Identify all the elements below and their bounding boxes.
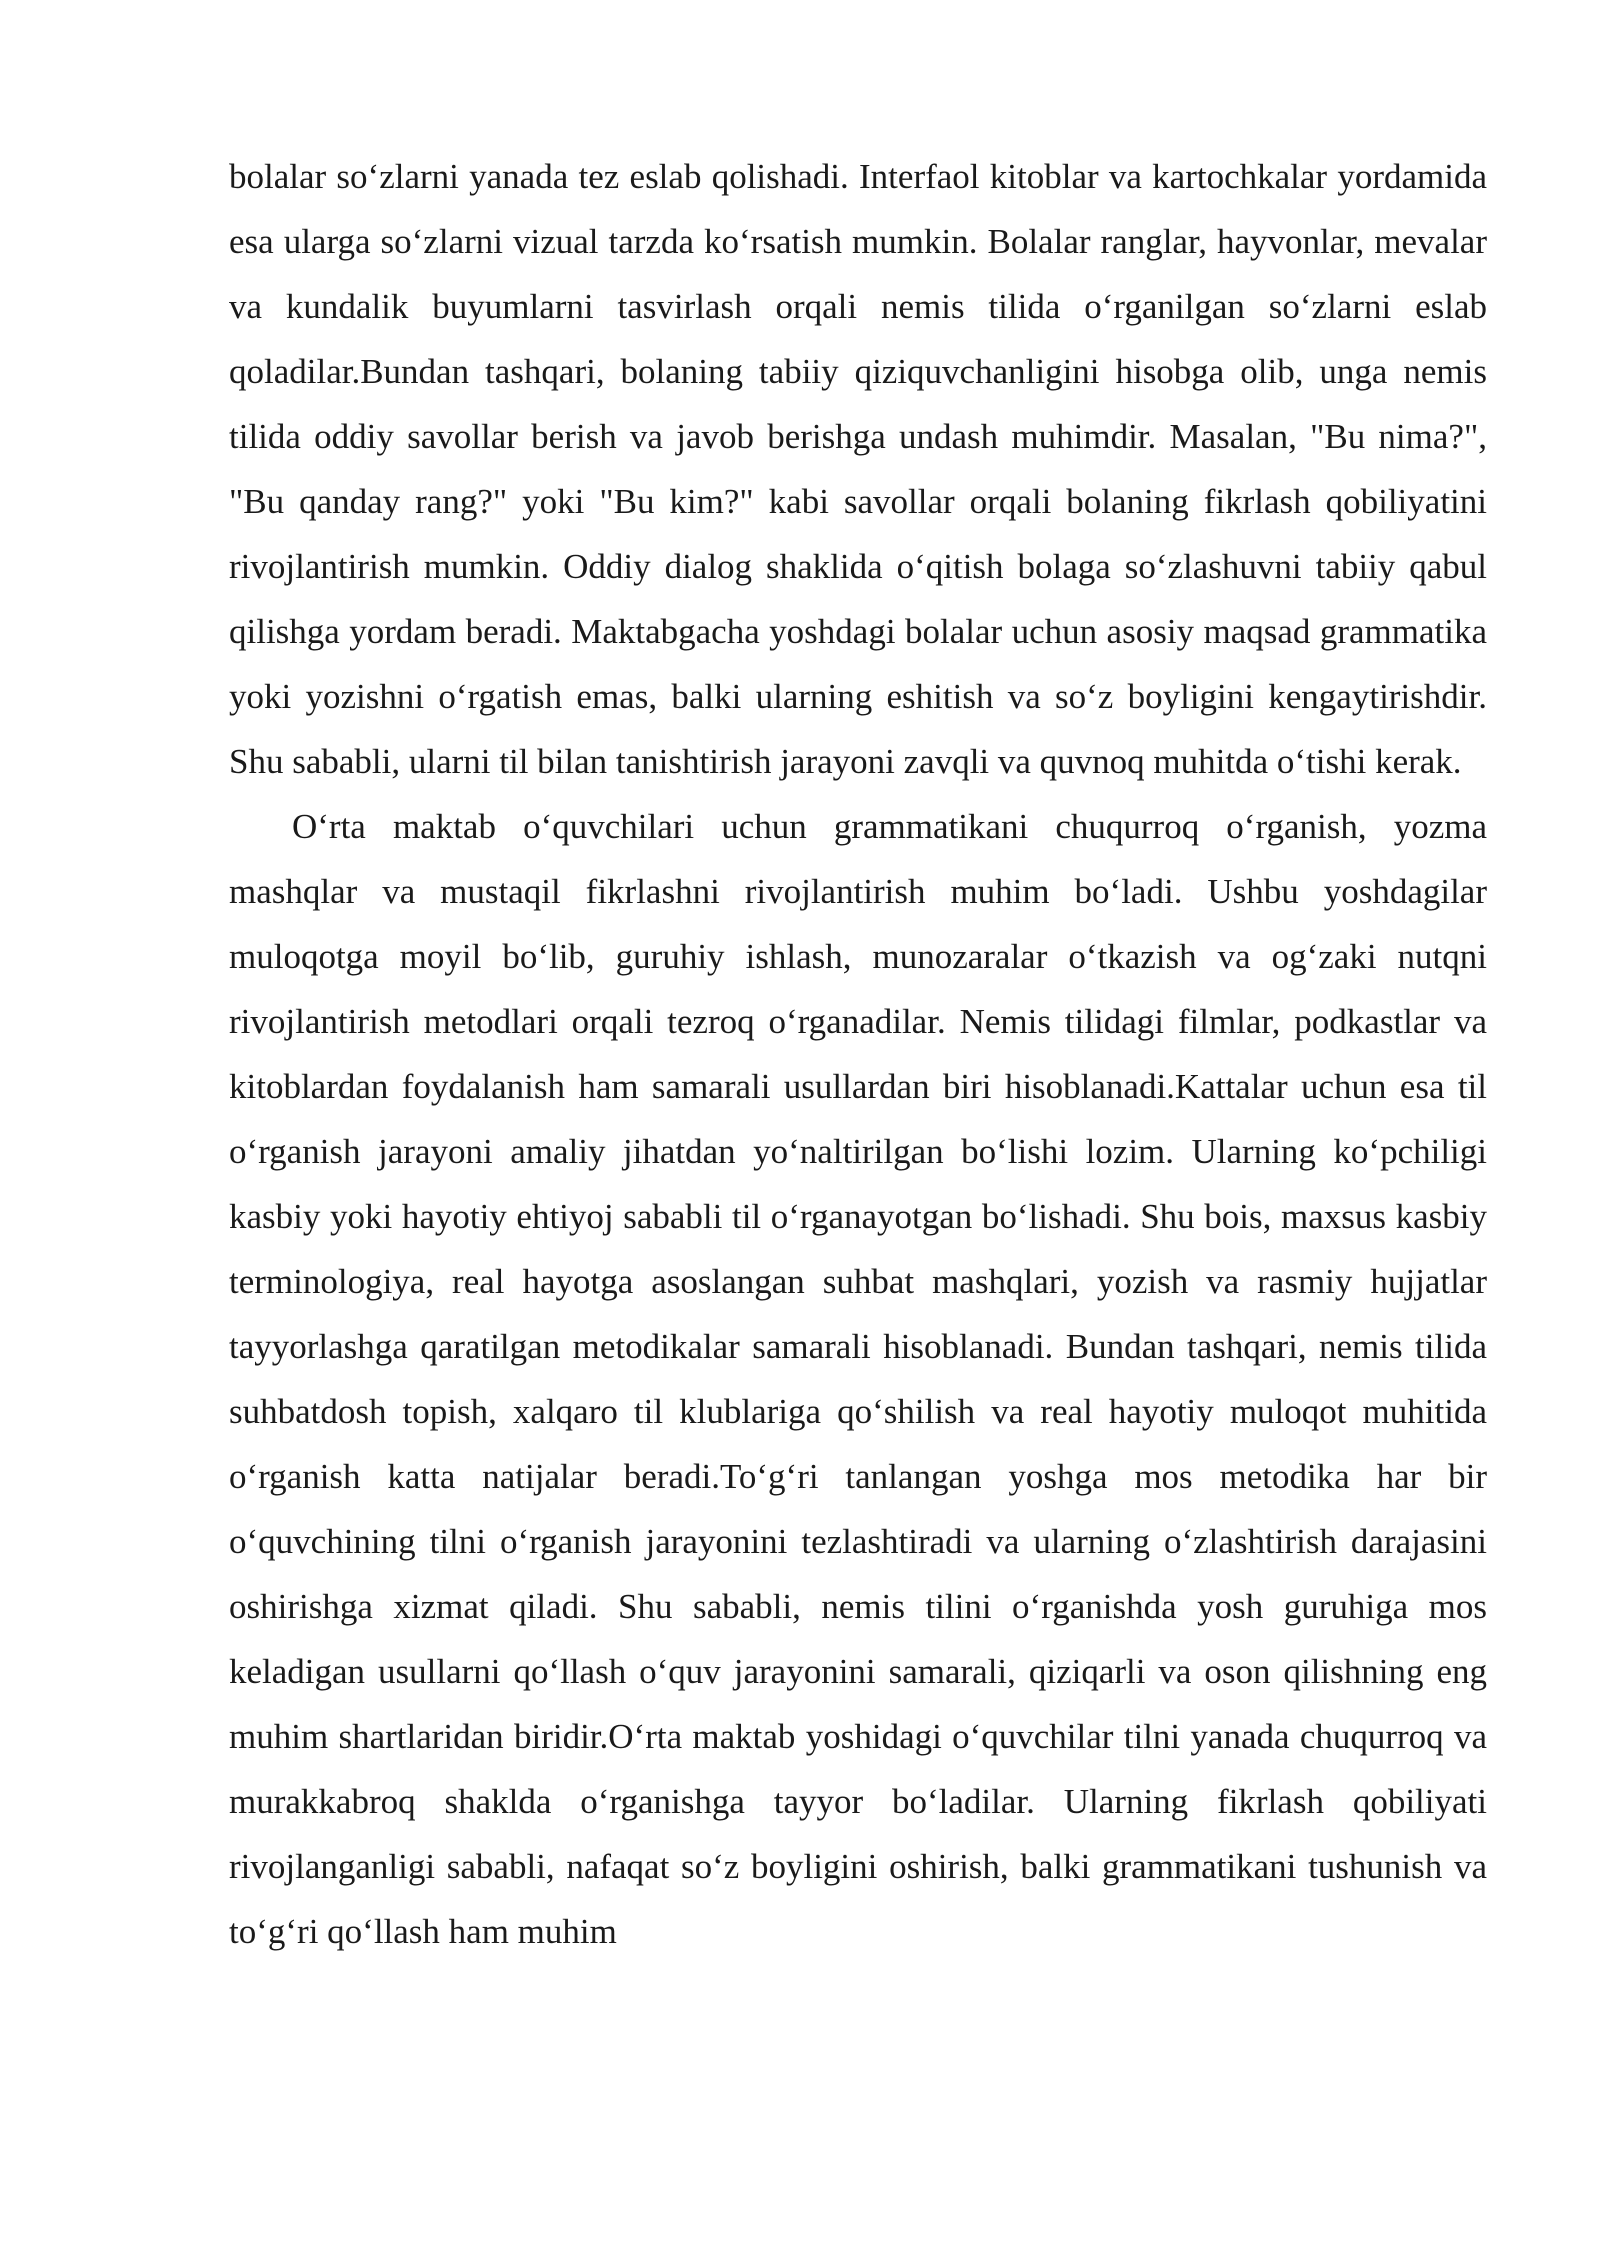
paragraph-continued: bolalar soʻzlarni yanada tez eslab qolishadi. Interfaol kitoblar va kartochkalar yordamida esa ularga soʻzlarni vizual tarzda koʻrsatish mumkin. Bolalar ranglar, hayvonlar, mevalar va kundalik buyumlarni tasvirlash orqali nemis tilida oʻrganilgan soʻzlarni eslab qoladilar.Bundan tashqari, bolaning tabiiy qiziquvchanligini hisobga olib, unga nemis tilida oddiy savollar berish va javob berishga undash muhimdir. Masalan, "Bu nima?", "Bu qanday rang?" yoki "Bu kim?" kabi savollar orqali bolaning fikrlash qobiliyatini rivojlantirish mumkin. Oddiy dialog shaklida oʻqitish bolaga soʻzlashuvni tabiiy qabul qilishga yordam beradi. Maktabgacha yoshdagi bolalar uchun asosiy maqsad grammatika yoki yozishni oʻrgatish emas, balki ularning eshitish va soʻz boyligini kengaytirishdir. Shu sababli, ularni til bilan tanishtirish jarayoni zavqli va quvnoq muhitda oʻtishi kerak. [229, 157, 1487, 781]
paragraph: Oʻrta maktab oʻquvchilari uchun grammatikani chuqurroq oʻrganish, yozma mashqlar va mustaqil fikrlashni rivojlantirish muhim boʻladi. Ushbu yoshdagilar muloqotga moyil boʻlib, guruhiy ishlash, munozaralar oʻtkazish va ogʻzaki nutqni rivojlantirish metodlari orqali tezroq oʻrganadilar. Nemis tilidagi filmlar, podkastlar va kitoblardan foydalanish ham samarali usullardan biri hisoblanadi.Kattalar uchun esa til oʻrganish jarayoni amaliy jihatdan yoʻnaltirilgan boʻlishi lozim. Ularning koʻpchiligi kasbiy yoki hayotiy ehtiyoj sababli til oʻrganayotgan boʻlishadi. Shu bois, maxsus kasbiy terminologiya, real hayotga asoslangan suhbat mashqlari, yozish va rasmiy hujjatlar tayyorlashga qaratilgan metodikalar samarali hisoblanadi. Bundan tashqari, nemis tilida suhbatdosh topish, xalqaro til klublariga qoʻshilish va real hayotiy muloqot muhitida oʻrganish katta natijalar beradi.Toʻgʻri tanlangan yoshga mos metodika har bir oʻquvchining tilni oʻrganish jarayonini tezlashtiradi va ularning oʻzlashtirish darajasini oshirishga xizmat qiladi. Shu sababli, nemis tilini oʻrganishda yosh guruhiga mos keladigan usullarni qoʻllash oʻquv jarayonini samarali, qiziqarli va oson qilishning eng muhim shartlaridan biridir.Oʻrta maktab yoshidagi oʻquvchilar tilni yanada chuqurroq va murakkabroq shaklda oʻrganishga tayyor boʻladilar. Ularning fikrlash qobiliyati rivojlanganligi sababli, nafaqat soʻz boyligini oshirish, balki grammatikani tushunish va toʻgʻri qoʻllash ham muhim [229, 807, 1487, 1951]
document-body [229, 144, 1487, 1964]
